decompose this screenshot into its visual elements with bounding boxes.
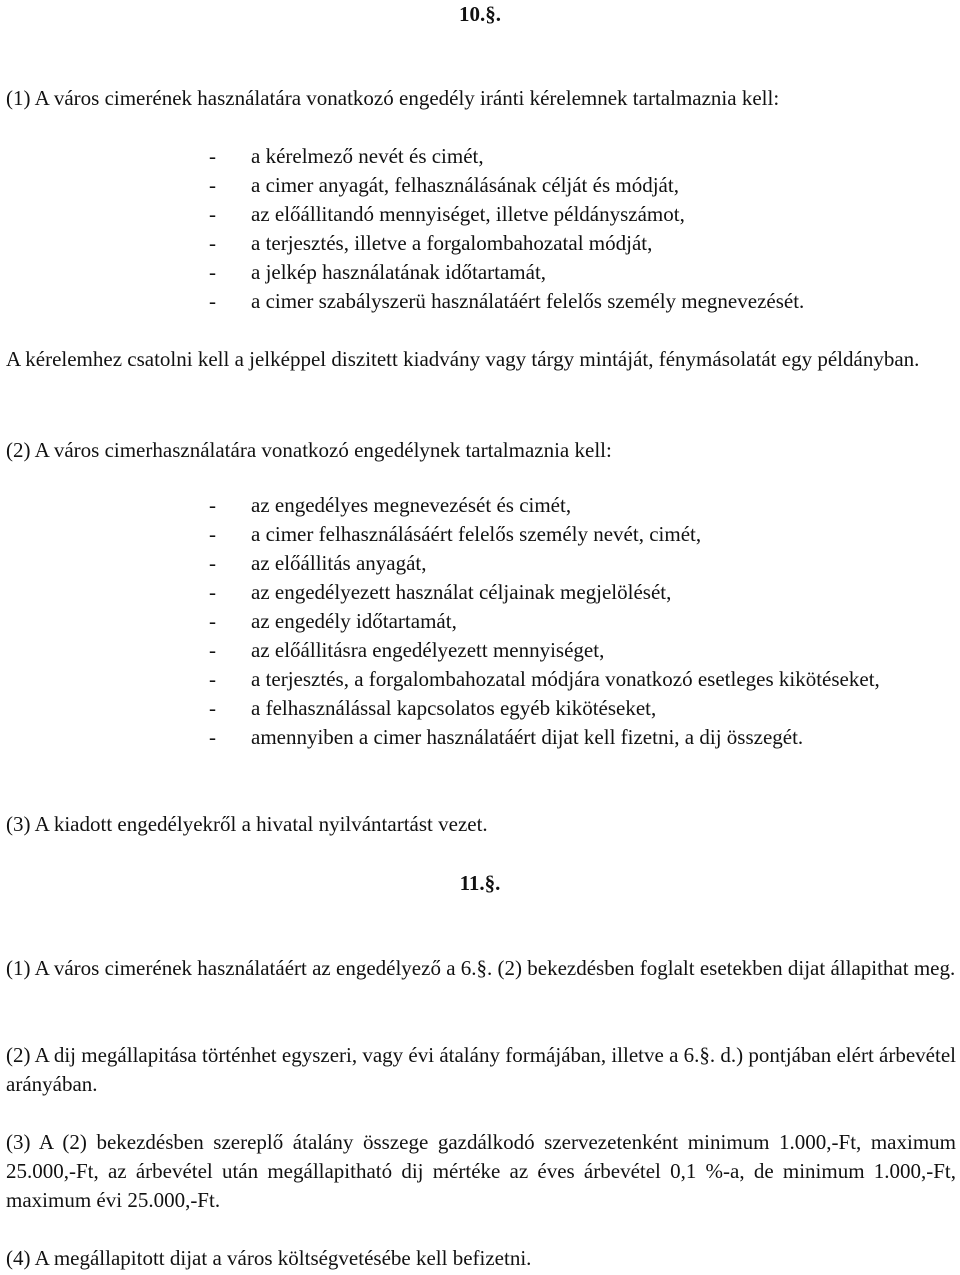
list-item <box>209 142 949 171</box>
list-dash: - <box>209 696 216 720</box>
list-dash: - <box>209 173 216 197</box>
list-dash: - <box>209 260 216 284</box>
list-item-text: a cimer anyagát, felhasználásának célját és módját, <box>251 173 679 197</box>
list-dash: - <box>209 638 216 662</box>
list-item-text: az engedély időtartamát, <box>251 609 457 633</box>
list-item <box>209 549 955 578</box>
list-item-text: amennyiben a cimer használatáért dijat kell fizetni, a dij összegét. <box>251 725 804 749</box>
list-item-text: az előállitásra engedélyezett mennyiséget, <box>251 638 605 662</box>
list-dash: - <box>209 522 216 546</box>
section-10-paragraph-1: (1) A város cimerének használatára vonatkozó engedély iránti kérelemnek tartalmaznia kell: <box>6 86 780 110</box>
list-dash: - <box>209 609 216 633</box>
list-item-text: a jelkép használatának időtartamát, <box>251 260 547 284</box>
list-dash: - <box>209 289 216 313</box>
section-10-attachment-note: A kérelemhez csatolni kell a jelképpel diszitett kiadvány vagy tárgy mintáját, fénymásolatát egy példányban. <box>6 347 920 371</box>
list-item-text: a terjesztés, a forgalombahozatal módjára vonatkozó esetleges kikötéseket, <box>251 667 880 691</box>
list-item <box>209 578 955 607</box>
list-item <box>209 171 949 200</box>
list-item-text: a terjesztés, illetve a forgalombahozatal módját, <box>251 231 653 255</box>
section-10-paragraph-3: (3) A kiadott engedélyekről a hivatal nyilvántartást vezet. <box>6 812 488 836</box>
list-dash: - <box>209 144 216 168</box>
list-item <box>209 200 949 229</box>
section-11-paragraph-4: (4) A megállapitott dijat a város költségvetésébe kell befizetni. <box>6 1246 532 1270</box>
list-dash: - <box>209 667 216 691</box>
section-10-heading: 10.§. <box>459 2 501 26</box>
section-11-paragraph-1: (1) A város cimerének használatáért az engedélyező a 6.§. (2) bekezdésben foglalt esetekben dijat állapithat meg. <box>6 956 956 980</box>
section-11-paragraph-2: (2) A dij megállapitása történhet egyszeri, vagy évi átalány formájában, illetve a 6.§. d.) pontjában elért árbevétel arányában. <box>6 1043 956 1096</box>
list-item <box>209 229 949 258</box>
list-item <box>209 723 955 752</box>
section-11-heading: 11.§. <box>459 871 501 895</box>
list-dash: - <box>209 551 216 575</box>
list-item-text: a cimer szabályszerü használatáért felelős személy megnevezését. <box>251 289 805 313</box>
section-10-list-2 <box>209 491 955 752</box>
section-11-paragraph-3: (3) A (2) bekezdésben szereplő átalány összege gazdálkodó szervezetenként minimum 1.000,-Ft, maximum 25.000,-Ft, az árbevétel után megállapitható dij mértéke az éves árbevétel 0,1 %-a, de minimum 1.000,-Ft, maximum évi 25.000,-Ft. <box>6 1130 956 1212</box>
list-dash: - <box>209 725 216 749</box>
list-item <box>209 520 955 549</box>
list-item-text: az előállitandó mennyiséget, illetve példányszámot, <box>251 202 685 226</box>
list-item <box>209 665 955 694</box>
section-10-paragraph-2: (2) A város cimerhasználatára vonatkozó engedélynek tartalmaznia kell: <box>6 438 612 462</box>
list-dash: - <box>209 580 216 604</box>
list-item <box>209 607 955 636</box>
list-dash: - <box>209 202 216 226</box>
list-item <box>209 258 949 287</box>
list-item <box>209 694 955 723</box>
list-dash: - <box>209 231 216 255</box>
list-item <box>209 636 955 665</box>
list-item-text: az engedélyes megnevezését és cimét, <box>251 493 572 517</box>
list-dash: - <box>209 493 216 517</box>
list-item <box>209 491 955 520</box>
list-item-text: a kérelmező nevét és cimét, <box>251 144 484 168</box>
section-10-list-1 <box>209 142 949 316</box>
list-item-text: a felhasználással kapcsolatos egyéb kikötéseket, <box>251 696 657 720</box>
list-item-text: az engedélyezett használat céljainak megjelölését, <box>251 580 672 604</box>
list-item-text: a cimer felhasználásáért felelős személy nevét, cimét, <box>251 522 702 546</box>
list-item <box>209 287 949 316</box>
list-item-text: az előállitás anyagát, <box>251 551 427 575</box>
